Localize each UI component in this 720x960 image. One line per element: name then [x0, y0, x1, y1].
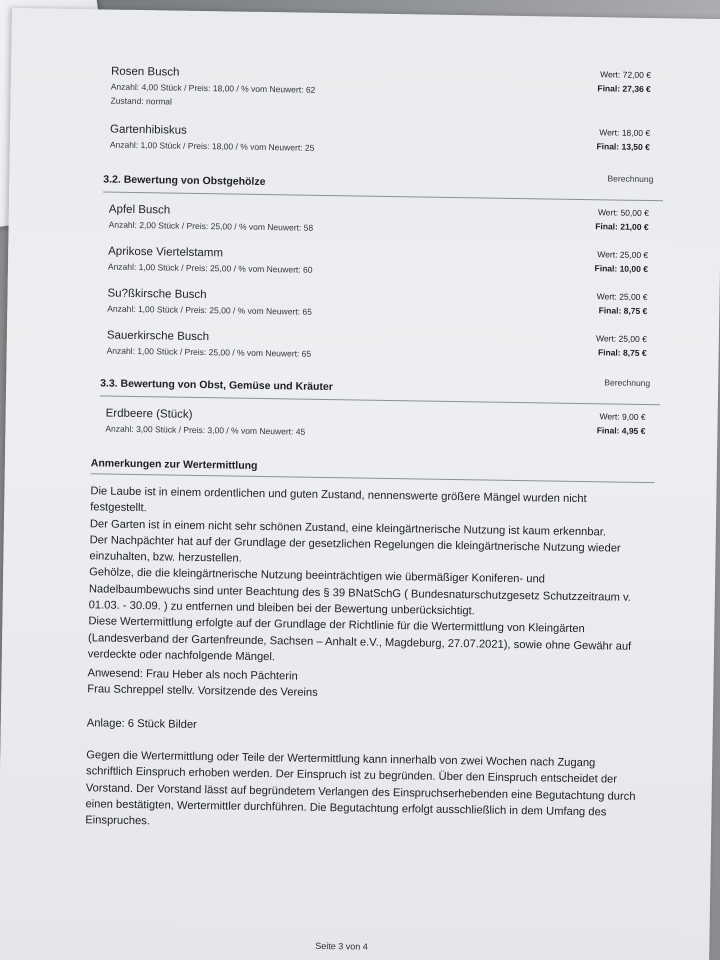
objection-line: Gegen die Wertermittlung oder Teile der Wertermittlung kann innerhalb von zwei Wochen nach Zugang — [86, 749, 596, 770]
section-title: 3.3. Bewertung von Obst, Gemüse und Kräuter — [100, 377, 333, 394]
objection-line: einen bestätigten, Wertermittler durchführen. Die Begutachtung erfolgt ausschließlich in dem Umfang des — [85, 798, 607, 819]
section-title: 3.2. Bewertung von Obstgehölze — [103, 173, 266, 189]
item-gartenhibiskus — [110, 124, 650, 158]
item-final: Final: 4,95 € — [596, 425, 646, 437]
remarks-body — [88, 483, 671, 671]
remarks-header — [91, 457, 655, 478]
item-title: Su?ßkirsche Busch — [107, 287, 207, 302]
remarks-line: Der Garten ist in einem nicht sehr schönen Zustand, eine kleingärtnerische Nutzung ist kaum erkennbar. — [89, 517, 607, 538]
item-meta: Anzahl: 4,00 Stück / Preis: 18,00 / % vom Neuwert: 62 — [110, 81, 316, 95]
section-gemuese-header — [100, 377, 660, 398]
remarks-line: Diese Wertermittlung erfolgte auf der Grundlage der Richtlinie für die Wertermittlung von Kleingärten — [88, 615, 585, 636]
item-erdbeere — [105, 408, 645, 442]
remarks-line: einzuhalten, bzw. herzustellen. — [89, 550, 242, 565]
item-title: Apfel Busch — [108, 203, 171, 217]
present-persons — [87, 665, 667, 707]
remarks-line: Die Laube ist in einem ordentlichen und guten Zustand, nennenswerte größere Mängel wurden nicht — [90, 485, 587, 506]
item-values — [594, 247, 648, 276]
item-title: Aprikose Viertelstamm — [108, 245, 224, 260]
item-meta: Anzahl: 2,00 Stück / Preis: 25,00 / % vom Neuwert: 58 — [108, 219, 314, 233]
item-values — [597, 409, 646, 438]
item-apfel-busch — [109, 204, 649, 238]
item-wert: Wert: 9,00 € — [599, 411, 646, 423]
remarks-title: Anmerkungen zur Wertermittlung — [90, 457, 258, 472]
present-line: Anwesend: Frau Heber als noch Pächterin — [87, 667, 298, 683]
remarks-line: Nadelbaumbewuchs sind unter Beachtung des § 39 BNatSchG ( Bundesnaturschutzgesetz Schutzzeitraum v. — [88, 583, 631, 604]
item-title: Rosen Busch — [110, 65, 180, 79]
item-wert: Wert: 25,00 € — [597, 249, 649, 261]
item-values — [596, 125, 650, 154]
remarks-line: verdeckte oder nachfolgende Mängel. — [87, 648, 276, 664]
item-values — [596, 289, 647, 318]
item-meta: Anzahl: 3,00 Stück / Preis: 3,00 / % vom Neuwert: 45 — [105, 423, 306, 437]
objection-line: schriftlich Einspruch erhoben werden. Der Einspruch ist zu begründen. Über den Einspruch entscheidet der — [85, 765, 618, 786]
item-final: Final: 8,75 € — [597, 347, 647, 359]
item-title: Erdbeere (Stück) — [105, 407, 193, 421]
remarks-line: festgestellt. — [90, 501, 147, 515]
document-page — [0, 8, 720, 960]
item-wert: Wert: 72,00 € — [600, 69, 652, 81]
item-final: Final: 27,36 € — [597, 83, 651, 95]
item-meta: Anzahl: 1,00 Stück / Preis: 18,00 / % vom Neuwert: 25 — [109, 139, 315, 153]
section-calc-label: Berechnung — [604, 377, 651, 389]
item-sauerkirsche — [107, 330, 647, 364]
attachment-note — [87, 715, 667, 740]
remarks-line: Der Nachpächter hat auf der Grundlage der gesetzlichen Regelungen die kleingärtnerische Nutzung wieder — [89, 534, 621, 555]
item-title: Gartenhibiskus — [110, 123, 187, 137]
item-wert: Wert: 50,00 € — [597, 207, 649, 219]
section-obstgehoelze-header — [103, 173, 663, 194]
item-final: Final: 21,00 € — [595, 221, 649, 233]
remarks-line: 01.03. - 30.09. ) zu entfernen und bleiben bei der Bewertung unberücksichtigt. — [88, 599, 475, 618]
item-rosen-busch — [110, 66, 651, 114]
objection-line: Einspruches. — [85, 814, 151, 828]
item-final: Final: 8,75 € — [598, 305, 648, 317]
present-line: Frau Schreppel stellv. Vorsitzende des Vereins — [87, 683, 318, 700]
item-aprikose — [108, 246, 648, 280]
item-wert: Wert: 25,00 € — [595, 333, 647, 345]
remarks-line: Gehölze, die die kleingärtnerische Nutzung beeinträchtigen wie übermäßiger Koniferen- und — [89, 566, 546, 586]
objection-paragraph — [85, 747, 666, 838]
item-final: Final: 10,00 € — [594, 263, 649, 275]
section-calc-label: Berechnung — [607, 173, 654, 185]
item-final: Final: 13,50 € — [596, 141, 650, 153]
item-meta: Anzahl: 1,00 Stück / Preis: 25,00 / % vom Neuwert: 60 — [107, 261, 313, 275]
item-condition: Zustand: normal — [110, 95, 173, 107]
objection-line: Vorstand. Der Vorstand lässt auf begründetem Verlangen des Einspruchserhebenden eine Begutachtung durch — [85, 781, 636, 803]
item-values — [595, 205, 649, 234]
item-title: Sauerkirsche Busch — [106, 329, 210, 344]
item-values — [596, 331, 647, 360]
page-number: Seite 3 von 4 — [315, 940, 368, 952]
item-values — [597, 67, 651, 96]
remarks-line: (Landesverband der Gartenfreunde, Sachsen – Anhalt e.V., Magdeburg, 27.07.2021), sowie ohne Gewähr auf — [88, 631, 632, 653]
item-suesskirsche — [107, 288, 647, 322]
attachment-line: Anlage: 6 Stück Bilder — [86, 717, 197, 731]
item-wert: Wert: 25,00 € — [596, 291, 648, 303]
item-meta: Anzahl: 1,00 Stück / Preis: 25,00 / % vom Neuwert: 65 — [107, 303, 312, 317]
item-meta: Anzahl: 1,00 Stück / Preis: 25,00 / % vom Neuwert: 65 — [106, 345, 312, 359]
item-wert: Wert: 18,00 € — [599, 127, 651, 139]
